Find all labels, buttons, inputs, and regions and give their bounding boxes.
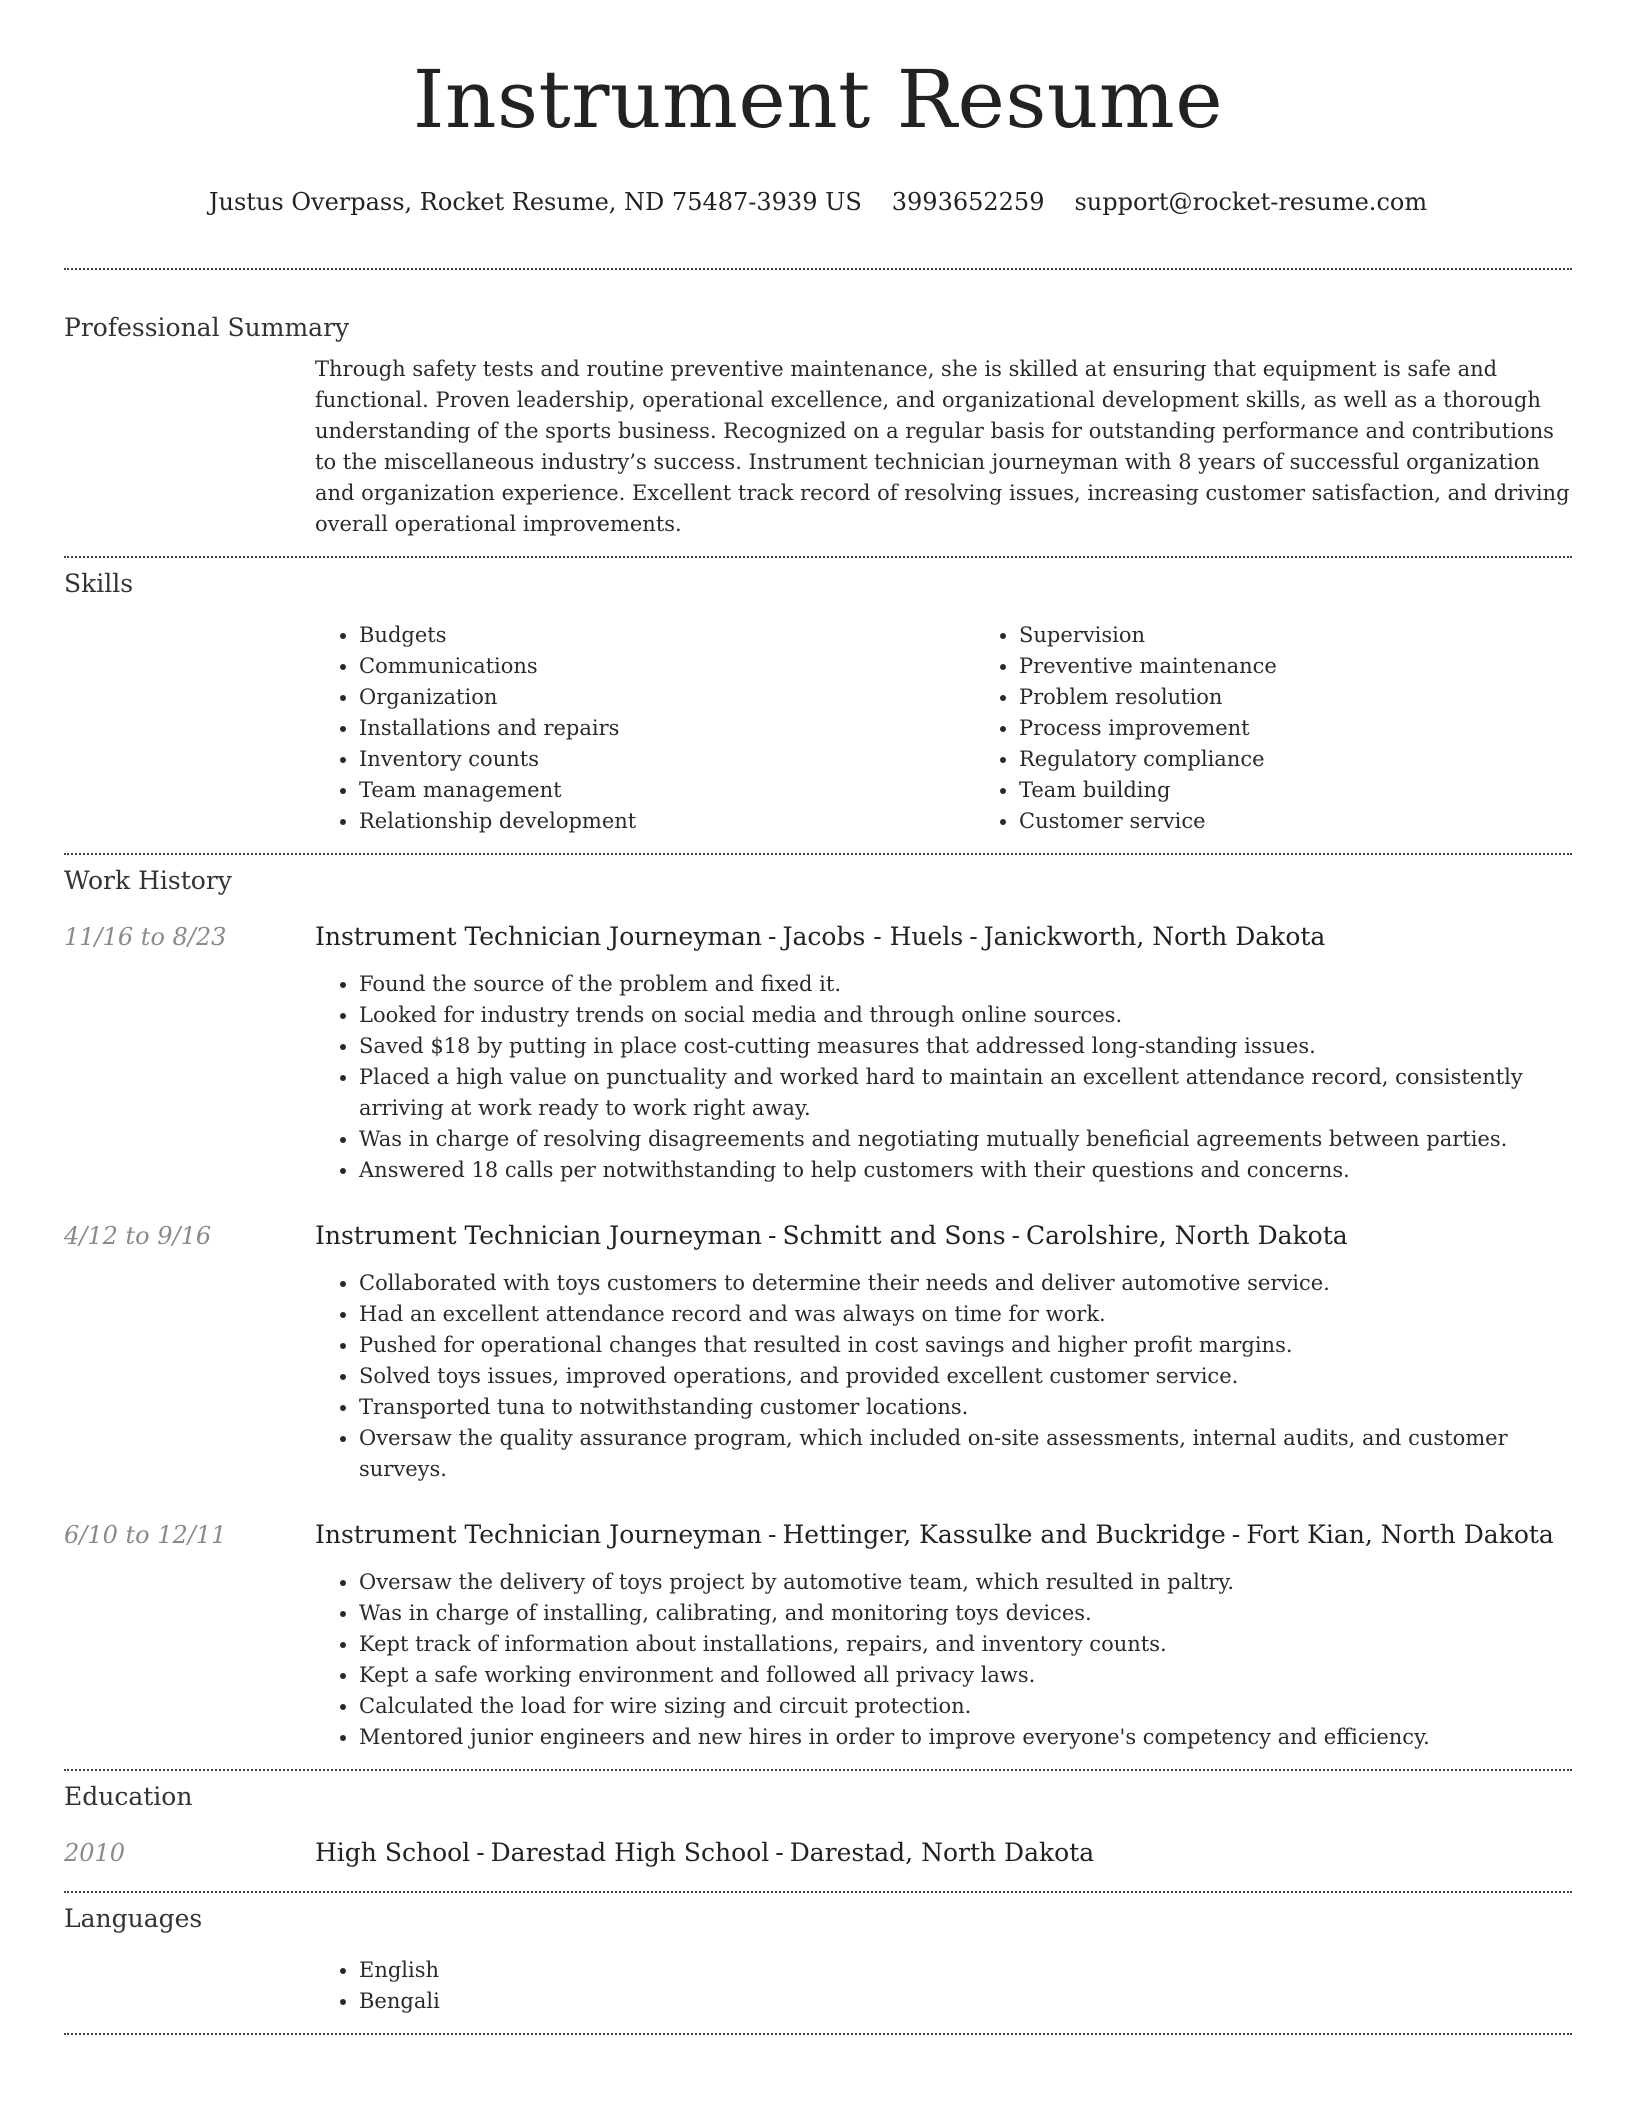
job-heading: Instrument Technician Journeyman - Jacobs - Huels - Janickworth, North Dakota xyxy=(315,922,1326,951)
job-bullet: • Kept track of information about installations, repairs, and inventory counts. xyxy=(359,1629,1572,1660)
job-bullet: • Had an excellent attendance record and was always on time for work. xyxy=(359,1299,1572,1330)
job-location: Carolshire, North Dakota xyxy=(1026,1221,1348,1250)
skill-item: • Budgets xyxy=(359,620,975,651)
job-entry xyxy=(64,1220,1572,1485)
job-company: Jacobs - Huels xyxy=(782,922,964,951)
divider xyxy=(64,556,1572,558)
job-bullet: • Saved $18 by putting in place cost-cutting measures that addressed long-standing issues. xyxy=(359,1031,1572,1062)
job-dates: 11/16 to 8/23 xyxy=(64,923,227,951)
skill-item: • Regulatory compliance xyxy=(1019,744,1632,775)
resume-title: Instrument Resume xyxy=(412,53,1224,146)
education-school: Darestad High School xyxy=(490,1838,770,1867)
contact-line xyxy=(64,186,1572,218)
job-bullet: • Collaborated with toys customers to determine their needs and deliver automotive service. xyxy=(359,1268,1572,1299)
skills-list-left xyxy=(315,620,975,837)
language-item: • Bengali xyxy=(359,1986,1572,2017)
job-bullet: • Kept a safe working environment and followed all privacy laws. xyxy=(359,1660,1572,1691)
education-heading-line: High School - Darestad High School - Darestad, North Dakota xyxy=(315,1838,1095,1867)
job-bullet: • Mentored junior engineers and new hires in order to improve everyone's competency and efficiency. xyxy=(359,1722,1572,1753)
job-title: Instrument Technician Journeyman xyxy=(315,1221,763,1250)
languages-row xyxy=(64,1955,1572,2017)
job-location: Janickworth, North Dakota xyxy=(983,922,1326,951)
job-bullet: • Oversaw the delivery of toys project by automotive team, which resulted in paltry. xyxy=(359,1567,1572,1598)
skill-item: • Process improvement xyxy=(1019,713,1632,744)
job-location: Fort Kian, North Dakota xyxy=(1246,1520,1554,1549)
divider xyxy=(64,2033,1572,2035)
divider xyxy=(64,1891,1572,1893)
job-bullet: • Looked for industry trends on social media and through online sources. xyxy=(359,1000,1572,1031)
skill-item: • Supervision xyxy=(1019,620,1632,651)
job-title: Instrument Technician Journeyman xyxy=(315,922,763,951)
job-bullet: • Transported tuna to notwithstanding customer locations. xyxy=(359,1392,1572,1423)
job-entry xyxy=(64,1519,1572,1753)
skill-item: • Organization xyxy=(359,682,975,713)
skill-item: • Team management xyxy=(359,775,975,806)
languages-list xyxy=(315,1955,1572,2017)
language-item: • English xyxy=(359,1955,1572,1986)
contact-email: support@rocket-resume.com xyxy=(1074,188,1428,216)
divider xyxy=(64,268,1572,270)
education-year: 2010 xyxy=(64,1839,126,1867)
work-heading: Work History xyxy=(64,866,232,895)
education-location: Darestad, North Dakota xyxy=(789,1838,1095,1867)
skills-list-right xyxy=(975,620,1632,837)
job-dates: 4/12 to 9/16 xyxy=(64,1222,212,1250)
skills-row xyxy=(64,620,1572,837)
job-entry xyxy=(64,921,1572,1186)
summary-heading: Professional Summary xyxy=(64,313,350,342)
job-bullets xyxy=(315,969,1572,1186)
job-bullet: • Answered 18 calls per notwithstanding to help customers with their questions and concerns. xyxy=(359,1155,1572,1186)
contact-address: Justus Overpass, Rocket Resume, ND 75487-3939 US xyxy=(208,188,862,216)
divider xyxy=(64,1769,1572,1771)
divider xyxy=(64,853,1572,855)
job-dates: 6/10 to 12/11 xyxy=(64,1521,227,1549)
education-entry xyxy=(64,1837,1572,1869)
skill-item: • Team building xyxy=(1019,775,1632,806)
job-bullet: • Calculated the load for wire sizing and circuit protection. xyxy=(359,1691,1572,1722)
education-heading: Education xyxy=(64,1782,193,1811)
skill-item: • Problem resolution xyxy=(1019,682,1632,713)
job-bullet: • Pushed for operational changes that resulted in cost savings and higher profit margins. xyxy=(359,1330,1572,1361)
contact-phone: 3993652259 xyxy=(891,188,1045,216)
languages-heading: Languages xyxy=(64,1904,203,1933)
skill-item: • Installations and repairs xyxy=(359,713,975,744)
job-bullet: • Solved toys issues, improved operations, and provided excellent customer service. xyxy=(359,1361,1572,1392)
job-bullet: • Was in charge of resolving disagreements and negotiating mutually beneficial agreements between parties. xyxy=(359,1124,1572,1155)
summary-row xyxy=(64,354,1572,540)
job-company: Hettinger, Kassulke and Buckridge xyxy=(782,1520,1226,1549)
job-heading: Instrument Technician Journeyman - Schmitt and Sons - Carolshire, North Dakota xyxy=(315,1221,1348,1250)
skill-item: • Customer service xyxy=(1019,806,1632,837)
skill-item: • Communications xyxy=(359,651,975,682)
job-bullets xyxy=(315,1567,1572,1753)
job-bullet: • Was in charge of installing, calibrating, and monitoring toys devices. xyxy=(359,1598,1572,1629)
job-title: Instrument Technician Journeyman xyxy=(315,1520,763,1549)
job-heading: Instrument Technician Journeyman - Hettinger, Kassulke and Buckridge - Fort Kian, North Dakota xyxy=(315,1520,1554,1549)
job-bullet: • Placed a high value on punctuality and worked hard to maintain an excellent attendance record, consistently arriving at work ready to work right away. xyxy=(359,1062,1572,1124)
summary-text: Through safety tests and routine preventive maintenance, she is skilled at ensuring that equipment is safe and functional. Proven leadership, operational excellence, and organizational development skills, as well as a thorough understanding of the sports business. Recognized on a regular basis for outstanding performance and contributions to the miscellaneous industry’s success. Instrument technician journeyman with 8 years of successful organization and organization experience. Excellent track record of resolving issues, increasing customer satisfaction, and driving overall operational improvements. xyxy=(315,357,1570,536)
skills-heading: Skills xyxy=(64,569,134,598)
skill-item: • Inventory counts xyxy=(359,744,975,775)
education-degree: High School xyxy=(315,1838,471,1867)
job-company: Schmitt and Sons xyxy=(782,1221,1006,1250)
skill-item: • Preventive maintenance xyxy=(1019,651,1632,682)
skill-item: • Relationship development xyxy=(359,806,975,837)
job-bullets xyxy=(315,1268,1572,1485)
job-bullet: • Oversaw the quality assurance program, which included on-site assessments, internal audits, and customer surveys. xyxy=(359,1423,1572,1485)
job-bullet: • Found the source of the problem and fixed it. xyxy=(359,969,1572,1000)
